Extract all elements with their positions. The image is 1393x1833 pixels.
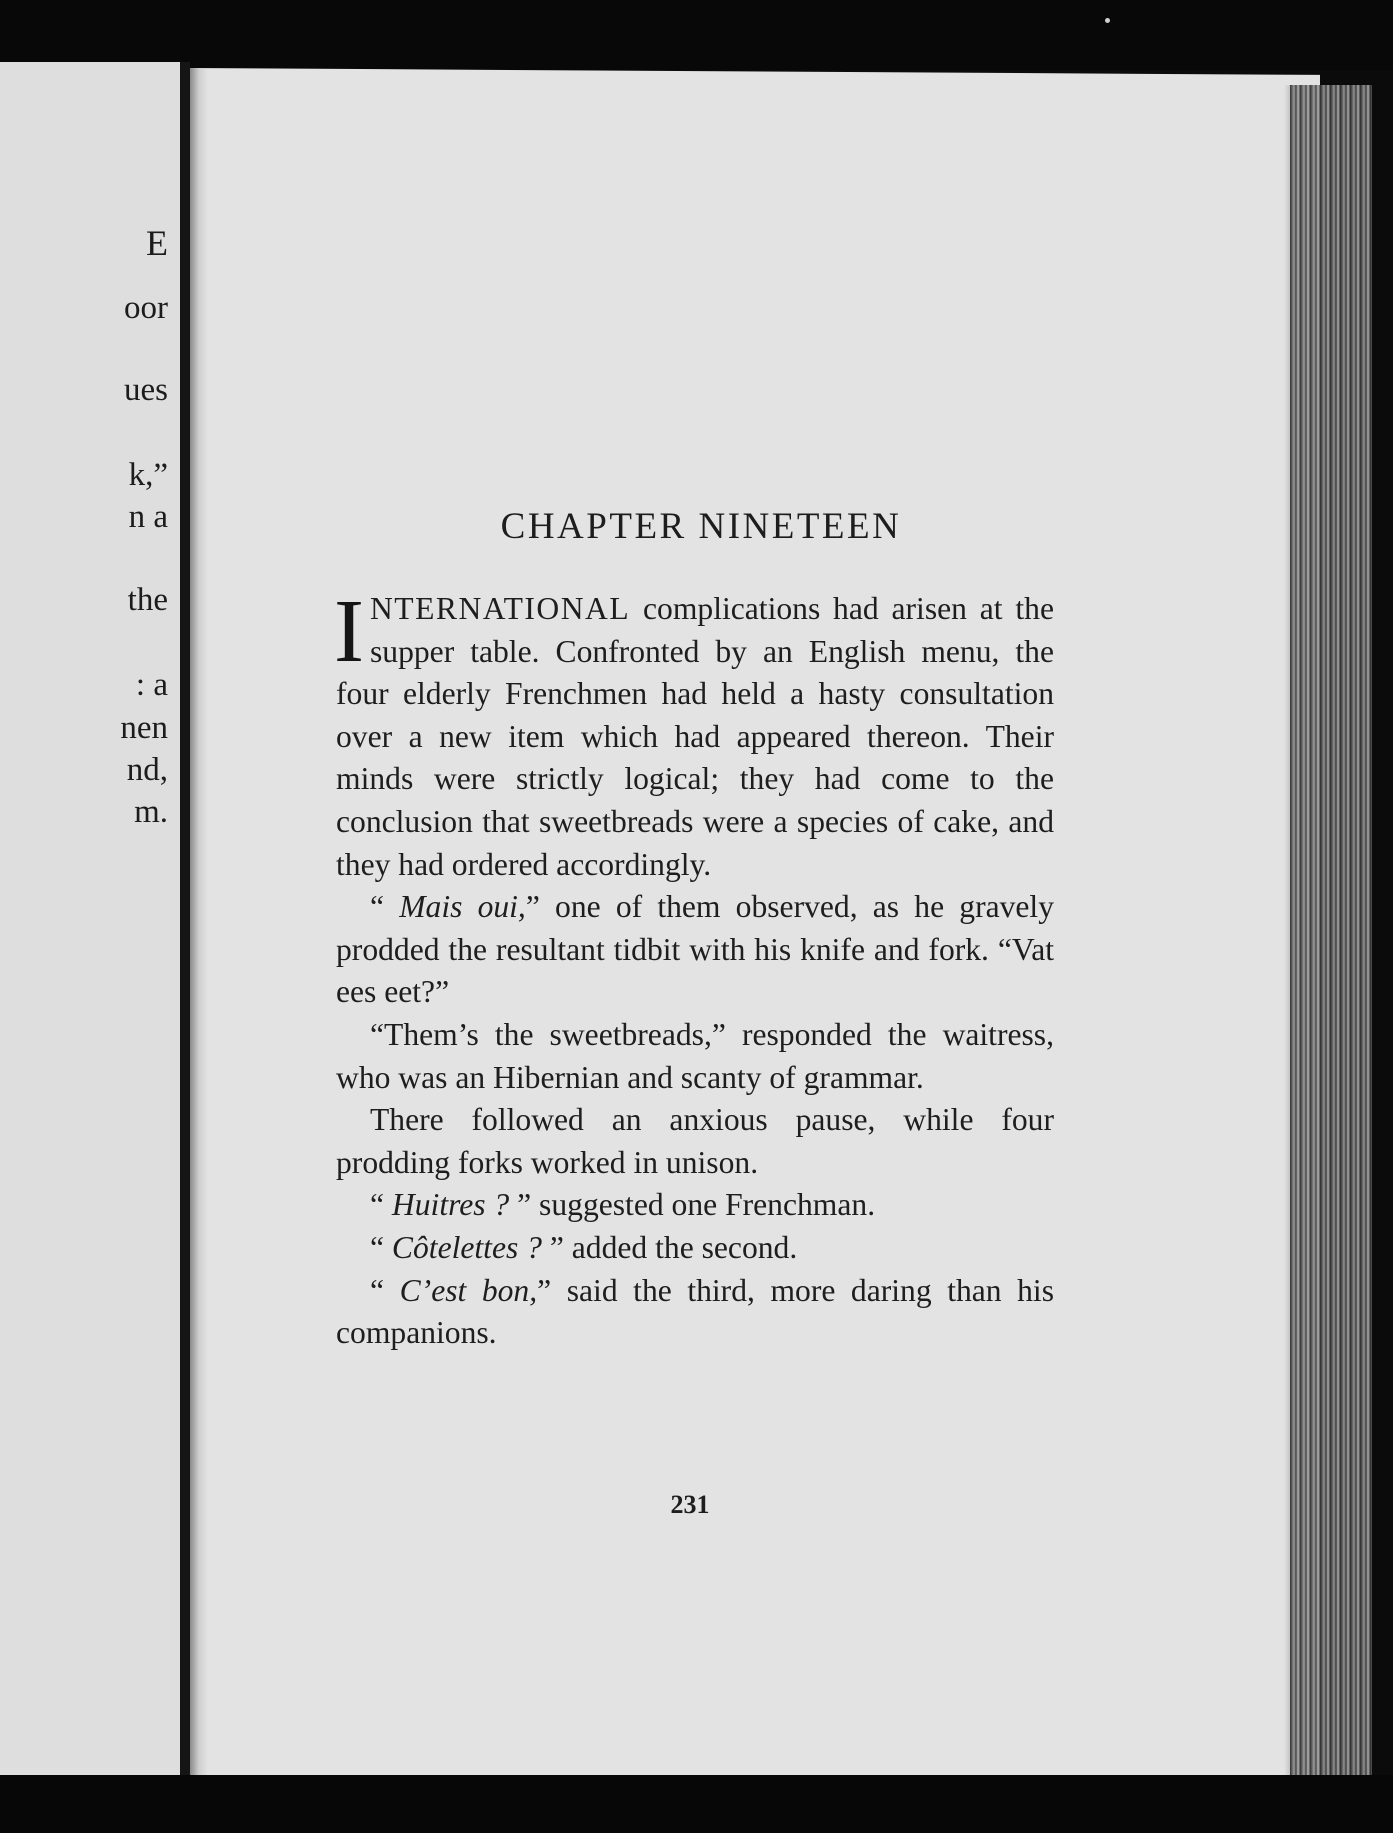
- facing-page-text: : a: [135, 667, 168, 703]
- facing-page-text: ues: [124, 372, 168, 408]
- open-quote: “: [370, 1187, 392, 1223]
- paragraph: There followed an anxious pause, while four prodding forks worked in unison.: [336, 1102, 1054, 1180]
- facing-page-text: k,”: [128, 457, 168, 493]
- open-quote: “: [370, 1229, 392, 1265]
- paragraph: [336, 1184, 1054, 1227]
- paragraph: [334, 582, 1054, 886]
- facing-page-text: m.: [134, 794, 168, 830]
- open-quote: “: [370, 1272, 400, 1308]
- facing-page-text: n a: [128, 499, 168, 535]
- italic-phrase: Côtelettes ?: [391, 1229, 542, 1265]
- paragraph-text: ” said the third, more daring than his companions.: [336, 1272, 1055, 1351]
- drop-cap: I: [334, 582, 364, 681]
- facing-page-text: the: [127, 582, 168, 618]
- chapter-title: CHAPTER NINETEEN: [500, 506, 902, 547]
- chapter-text: [334, 582, 1055, 1355]
- lead-caps: NTERNATIONAL: [369, 591, 631, 626]
- scan-background-bottom: [0, 1775, 1393, 1833]
- page-number: 231: [670, 1490, 710, 1519]
- paragraph-text: ” one of them observed, as he gravely prodded the resultant tidbit with his knife and fork. “Vat ees eet?”: [336, 889, 1055, 1010]
- paragraph: [336, 886, 1054, 1014]
- page-stack-edges: [1290, 85, 1372, 1790]
- facing-page-text: E: [146, 223, 168, 263]
- italic-phrase: Huitres ?: [391, 1187, 510, 1223]
- open-quote: “: [370, 889, 400, 925]
- paragraph-text: ” added the second.: [541, 1229, 798, 1265]
- paragraph-text: ” suggested one Frenchman.: [509, 1187, 876, 1223]
- page-gutter-shadow: [190, 68, 208, 1786]
- paragraph-text: complications had arisen at the supper table. Confronted by an English menu, the four elderly Frenchmen had held a hasty consultation over a new item which had appeared thereon. Their minds were strictly logical; they had come to the conclusion that sweetbreads were a species of cake, and they had ordered accordingly.: [336, 591, 1054, 882]
- facing-page-text: nd,: [126, 752, 168, 788]
- paragraph: [336, 1227, 1054, 1270]
- facing-page-text: nen: [120, 710, 168, 746]
- facing-page-text: oor: [124, 290, 168, 326]
- scan-background-top: [0, 0, 1393, 70]
- facing-page-fragment: [0, 62, 190, 1777]
- dust-speck: [1105, 18, 1110, 23]
- italic-phrase: Mais oui,: [399, 889, 526, 925]
- paragraph: [336, 1270, 1054, 1355]
- italic-phrase: C’est bon,: [399, 1272, 538, 1308]
- paragraph: “Them’s the sweetbreads,” responded the waitress, who was an Hibernian and scanty of grammar.: [336, 1016, 1054, 1095]
